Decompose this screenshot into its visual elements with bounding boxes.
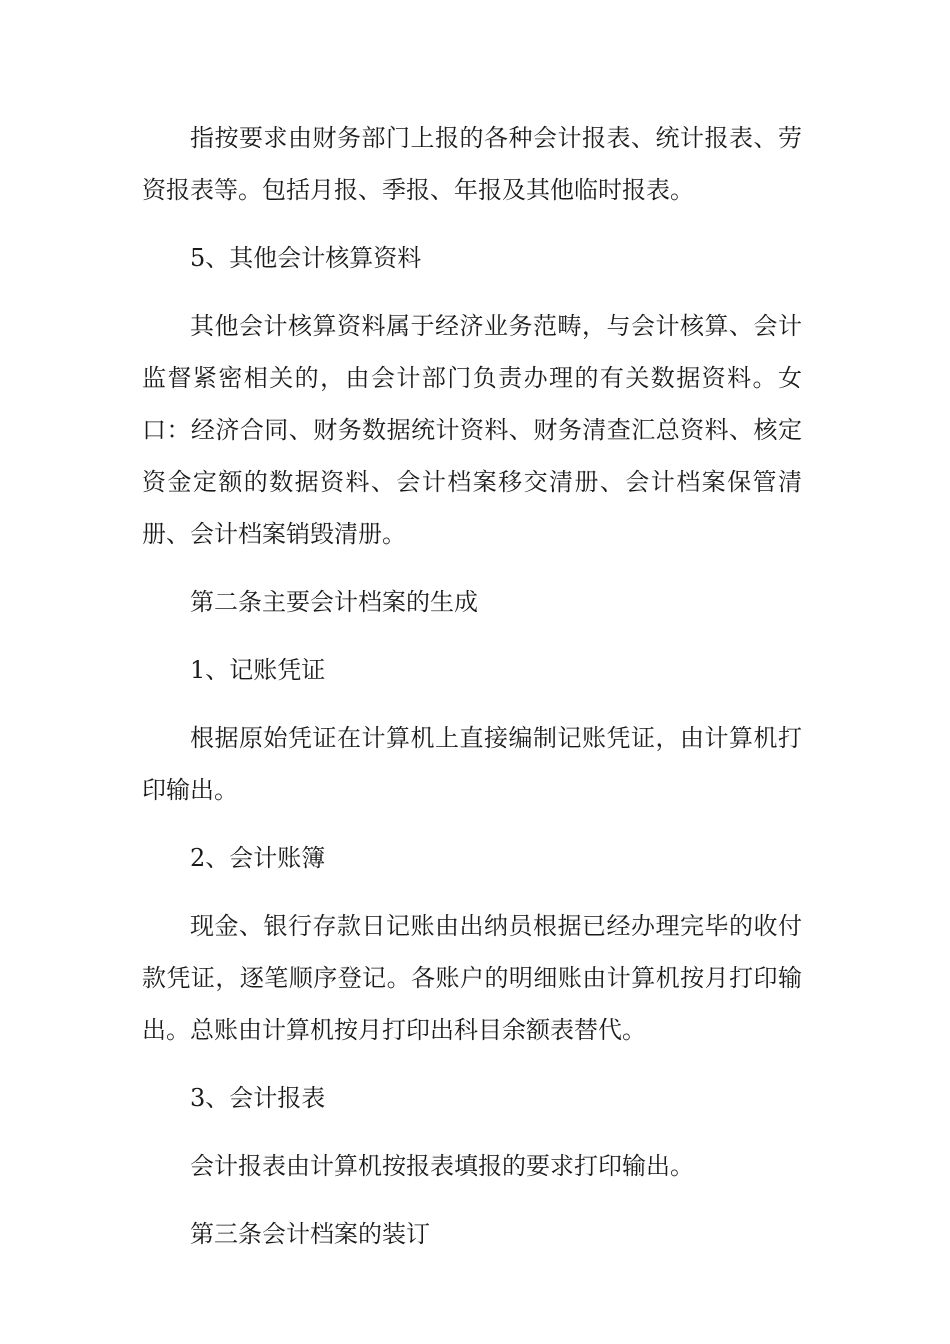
- heading-vouchers: 1、记账凭证: [190, 656, 326, 684]
- heading-other-accounting-materials: 5、其他会计核算资料: [190, 244, 422, 272]
- heading-article-two: 第二条主要会计档案的生成: [190, 588, 478, 616]
- document-page: [142, 112, 802, 1260]
- paragraph-vouchers: 根据原始凭证在计算机上直接编制记账凭证，由计算机打印输出。: [142, 724, 802, 804]
- paragraph-ledgers: 现金、银行存款日记账由出纳员根据已经办理完毕的收付款凭证，逐笔顺序登记。各账户的明细账由计算机按月打印输出。总账由计算机按月打印出科目余额表替代。: [142, 912, 802, 1044]
- heading-ledgers: 2、会计账簿: [190, 844, 326, 872]
- paragraph-reports: 会计报表由计算机按报表填报的要求打印输出。: [190, 1152, 694, 1180]
- paragraph-report-definition: 指按要求由财务部门上报的各种会计报表、统计报表、劳资报表等。包括月报、季报、年报及其他临时报表。: [142, 124, 802, 204]
- heading-reports: 3、会计报表: [190, 1084, 326, 1112]
- paragraph-other-materials: 其他会计核算资料属于经济业务范畴，与会计核算、会计监督紧密相关的，由会计部门负责办理的有关数据资料。女口：经济合同、财务数据统计资料、财务清查汇总资料、核定资金定额的数据资料、会计档案移交清册、会计档案保管清册、会计档案销毁清册。: [142, 312, 802, 548]
- heading-article-three: 第三条会计档案的装订: [190, 1220, 430, 1248]
